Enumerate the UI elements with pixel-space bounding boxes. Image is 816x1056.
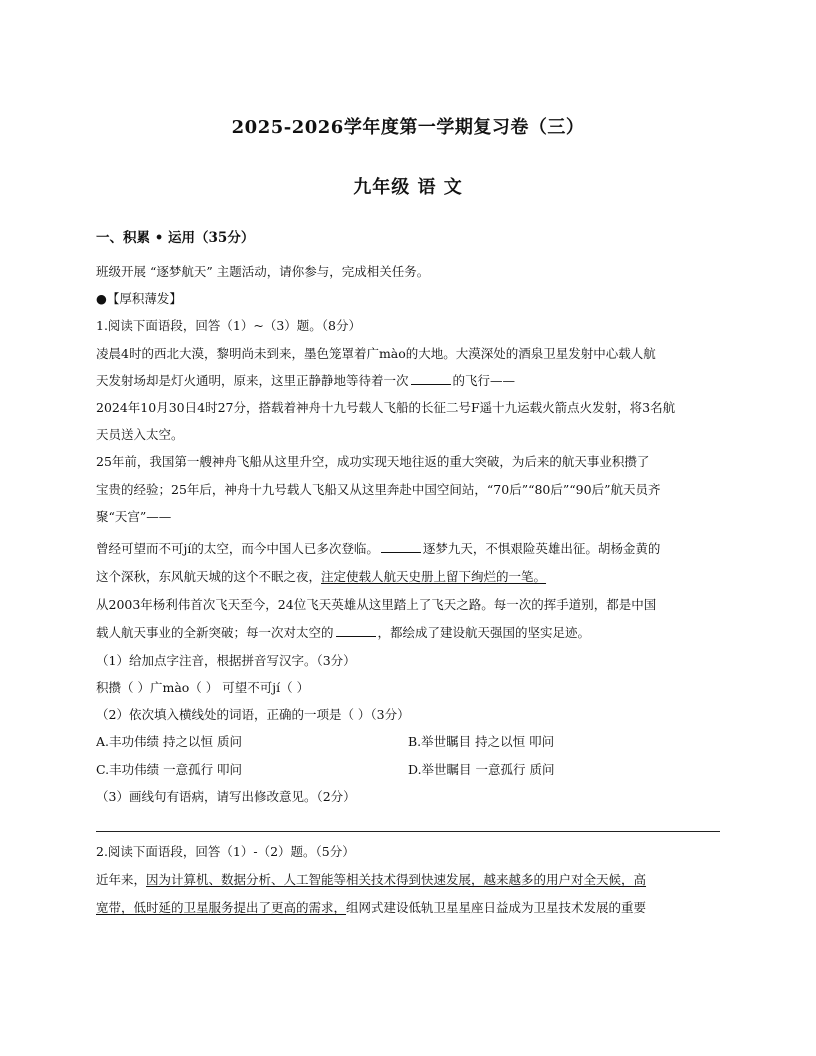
option-a[interactable]: A.丰功伟绩 持之以恒 质问 (96, 734, 242, 749)
q1-paragraph-text: 宝贵的经验；25年后，神舟十九号载人飞船又从这里奔赴中国空间站，“70后”“80后”“90后”航天员齐 (96, 482, 661, 497)
text-run: 曾经可望而不可jí的太空，而今中国人已多次登临。 (96, 541, 379, 556)
option-row (96, 760, 720, 780)
q1-paragraph-text (96, 567, 720, 587)
sub-question-1: （1）给加点字注音，根据拼音写汉字。（3分） (96, 653, 356, 668)
fill-blank-1[interactable] (411, 372, 451, 385)
text-run: 这个深秋，东风航天城的这个不眠之夜， (96, 569, 322, 584)
q2-paragraph-text (96, 898, 720, 918)
underlined-sentence: 因为计算机、数据分析、人工智能等相关技术得到快速发展，越来越多的用户对全天候，高 (146, 872, 647, 887)
fill-blank-2[interactable] (381, 540, 421, 553)
q1-paragraph-text: 2024年10月30日4时27分，搭载着神舟十九号载人飞船的长征二号F遥十九运载火箭点火发射，将3名航 (96, 400, 676, 415)
question-2-prompt: 2.阅读下面语段，回答（1）-（2）题。（5分） (96, 844, 355, 859)
q1-paragraph-text: 从2003年杨利伟首次飞天至今，24位飞天英雄从这里踏上了飞天之路。每一次的挥手道别，都是中国 (96, 597, 657, 612)
sub-question-1-items[interactable]: 积攒（ ）广mào（ ） 可望不可jí（ ） (96, 680, 310, 695)
q1-paragraph-text (96, 623, 720, 643)
q1-paragraph-text: 聚“天宫”—— (96, 509, 172, 524)
section-heading: 一、积累 • 运用（35分） (96, 230, 255, 246)
option-row (96, 732, 720, 752)
sub-question-2: （2）依次填入横线处的词语，正确的一项是（ ）（3分） (96, 707, 410, 722)
text-run: 组网式建设低轨卫星星座日益成为卫星技术发展的重要 (346, 900, 647, 915)
q1-paragraph-text (96, 371, 720, 391)
q1-paragraph-text: 25年前，我国第一艘神舟飞船从这里升空，成功实现天地往返的重大突破，为后来的航天事业积攒了 (96, 454, 650, 469)
text-run: 逐梦九天，不惧艰险英雄出征。胡杨金黄的 (422, 541, 661, 556)
sub-question-3: （3）画线句有语病，请写出修改意见。（2分） (96, 789, 356, 804)
page-title: 2025-2026学年度第一学期复习卷（三） (231, 117, 585, 138)
underlined-sentence: 注定使载人航天史册上留下绚烂的一笔。 (321, 569, 547, 584)
section-divider (96, 831, 720, 832)
fill-blank-3[interactable] (336, 624, 376, 637)
q1-paragraph-text (96, 539, 720, 559)
option-c[interactable]: C.丰功伟绩 一意孤行 叩问 (96, 762, 243, 777)
option-d[interactable]: D.举世瞩目 一意孤行 质问 (408, 762, 555, 777)
q1-paragraph-text: 天员送入太空。 (96, 427, 184, 442)
q2-paragraph-text (96, 870, 720, 890)
option-b[interactable]: B.举世瞩目 持之以恒 叩问 (408, 734, 555, 749)
question-1-prompt: 1.阅读下面语段，回答（1）~（3）题。（8分） (96, 318, 362, 333)
text-run: 天发射场却是灯火通明，原来，这里正静静地等待着一次 (96, 373, 409, 388)
text-run: 近年来， (96, 872, 147, 887)
section-intro: 班级开展 “逐梦航天” 主题活动，请你参与，完成相关任务。 (96, 264, 430, 279)
page-subtitle: 九年级 语 文 (353, 177, 463, 198)
text-run: ，都绘成了建设航天强国的坚实足迹。 (377, 625, 591, 640)
subsection-heading: ●【厚积薄发】 (96, 291, 182, 306)
text-run: 的飞行—— (452, 373, 516, 388)
underlined-sentence: 宽带，低时延的卫星服务提出了更高的需求， (96, 900, 347, 915)
q1-paragraph-text: 凌晨4时的西北大漠，黎明尚未到来，墨色笼罩着广mào的大地。大漠深处的酒泉卫星发射中心载人航 (96, 346, 656, 361)
text-run: 载人航天事业的全新突破；每一次对太空的 (96, 625, 334, 640)
